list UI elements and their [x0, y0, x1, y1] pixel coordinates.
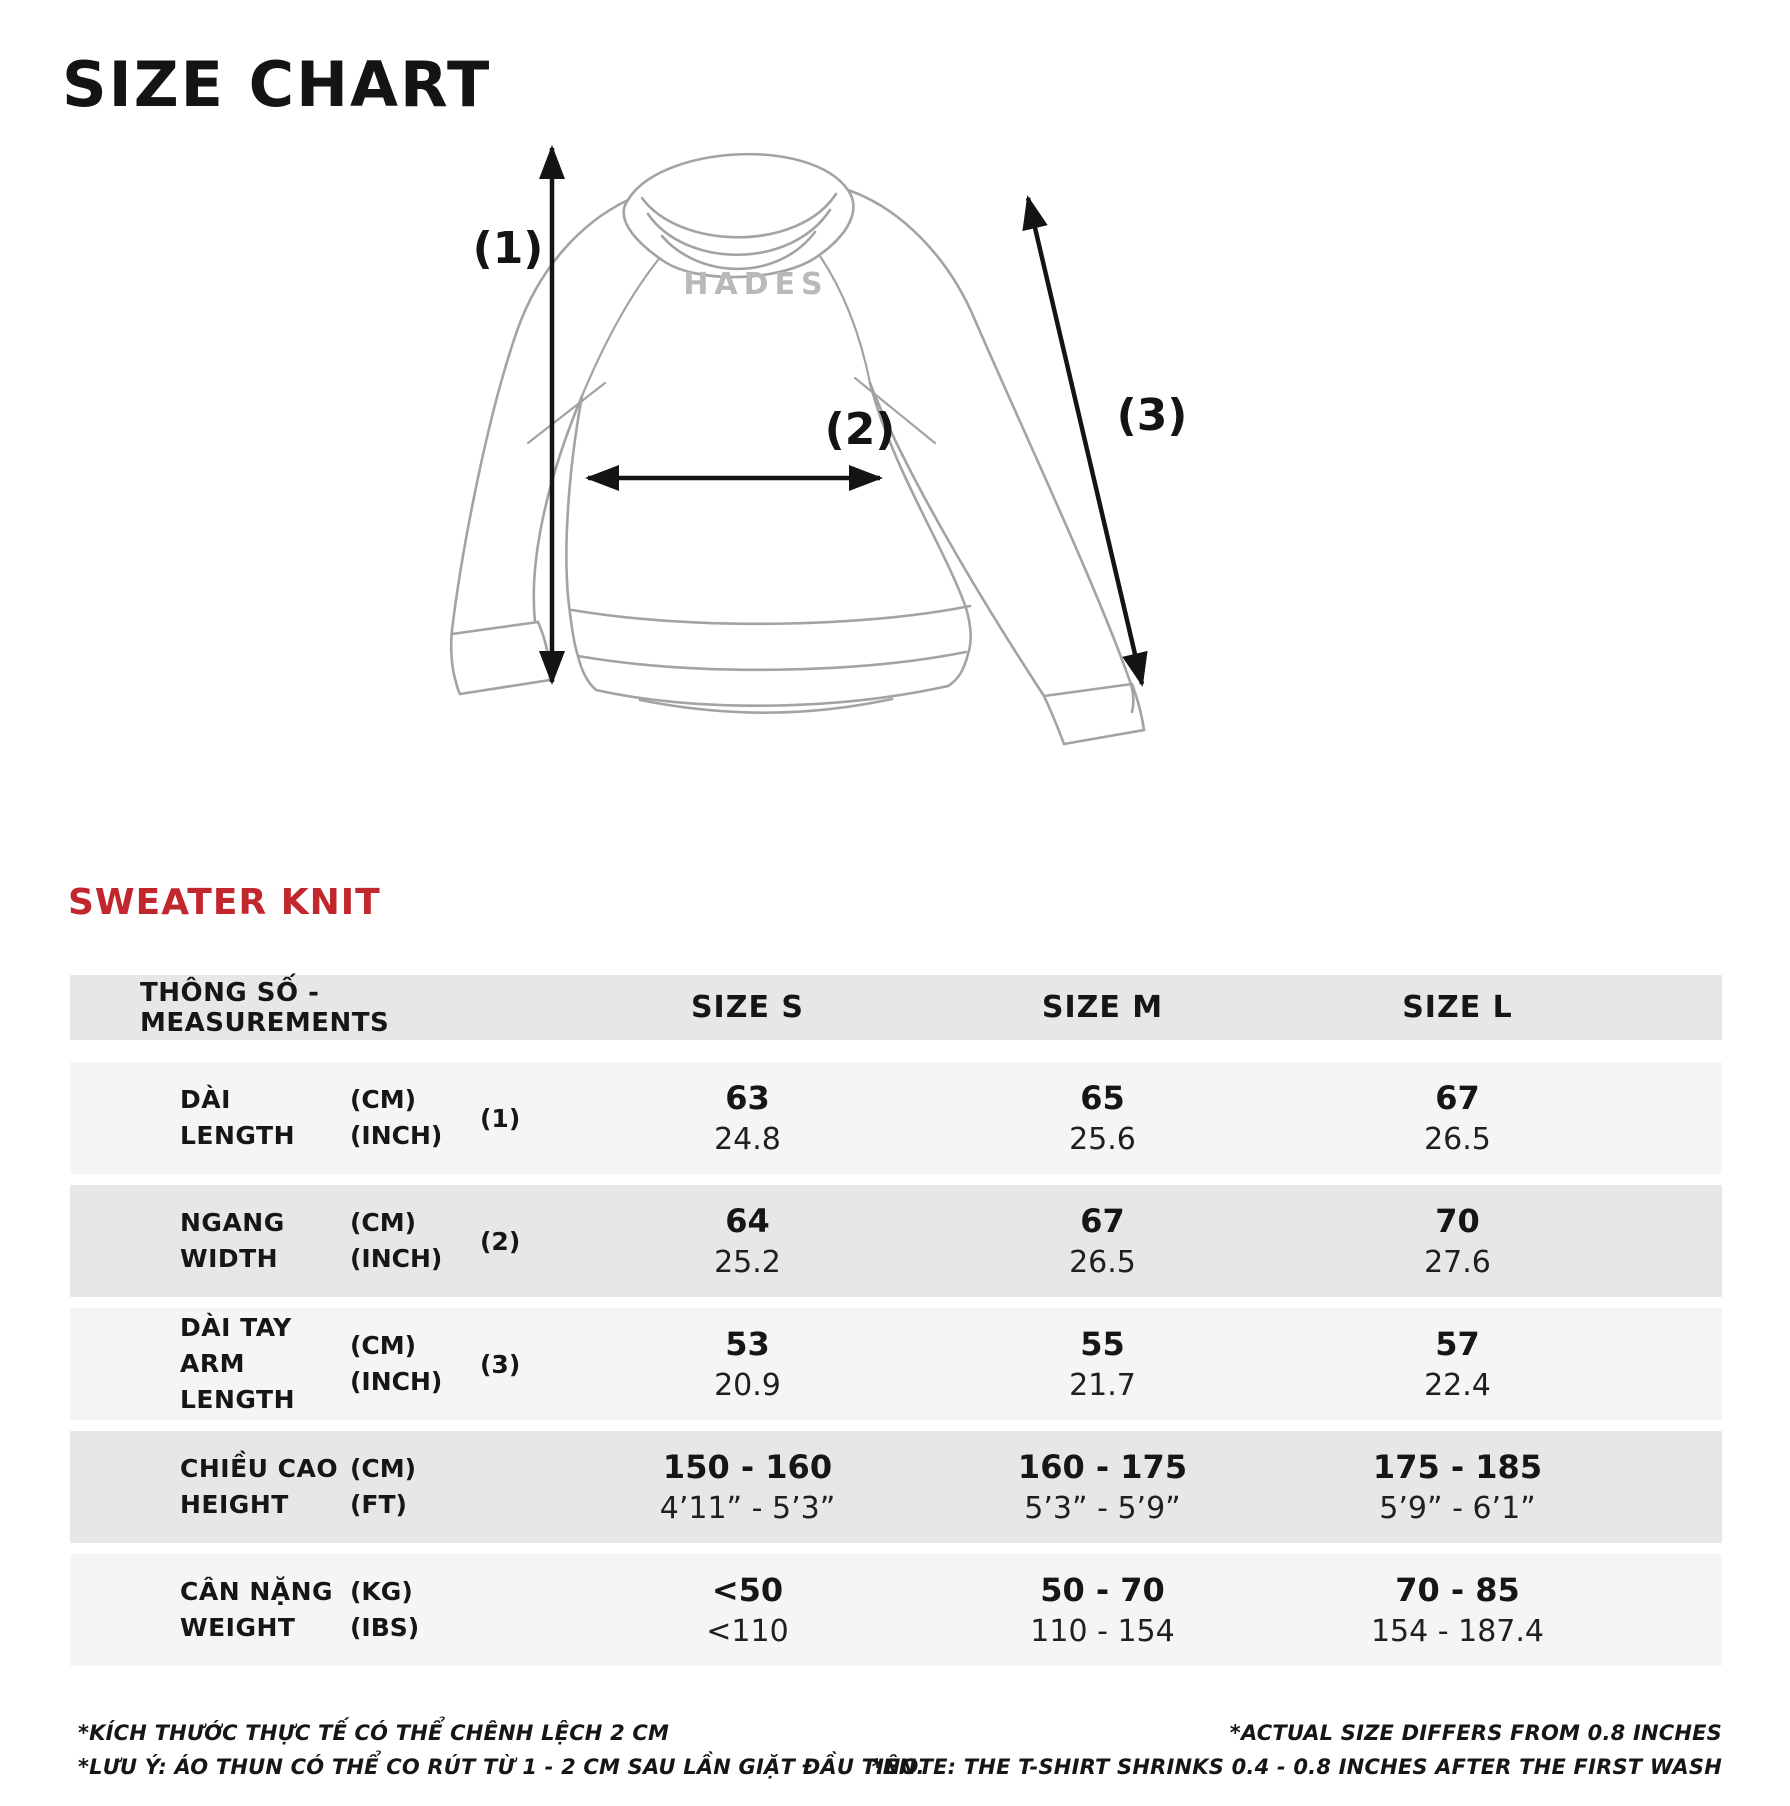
- value-cm: 53: [725, 1325, 770, 1363]
- row-unit-secondary: (IBS): [350, 1613, 420, 1642]
- table-row-height: [70, 1431, 1722, 1543]
- value-cm: 67: [1080, 1202, 1125, 1240]
- value-lbs: 110 - 154: [1030, 1614, 1175, 1649]
- length-arrow-label: (1): [472, 223, 544, 274]
- header-measurements: THÔNG SỐ - MEASUREMENTS: [140, 977, 390, 1038]
- value-inch: 26.5: [1069, 1245, 1136, 1280]
- value-inch: 22.4: [1424, 1368, 1491, 1403]
- row-name-vi: NGANG: [180, 1207, 285, 1237]
- size-table: [70, 975, 1722, 1677]
- value-kg: 70 - 85: [1395, 1571, 1520, 1609]
- width-arrow-label: (2): [824, 404, 896, 455]
- value-cm: 67: [1435, 1079, 1480, 1117]
- cell-size-m: [925, 1325, 1280, 1403]
- row-name-vi: DÀI: [180, 1084, 231, 1114]
- cell-size-l: [1280, 1448, 1635, 1526]
- row-unit-secondary: (FT): [350, 1490, 407, 1519]
- arm-length-arrow-label: (3): [1116, 390, 1188, 441]
- cell-size-m: [925, 1202, 1280, 1280]
- cell-size-s: [570, 1448, 925, 1526]
- row-name-en: WEIGHT: [180, 1613, 296, 1642]
- row-ref: (2): [480, 1226, 521, 1256]
- value-lbs: <110: [706, 1614, 789, 1649]
- row-unit-primary: (CM): [350, 1084, 417, 1114]
- value-cm: 57: [1435, 1325, 1480, 1363]
- value-inch: 24.8: [714, 1122, 781, 1157]
- table-row-weight: [70, 1554, 1722, 1666]
- row-ref: (3): [480, 1349, 521, 1379]
- row-name-en: ARM LENGTH: [180, 1348, 295, 1415]
- footnote-line: *ACTUAL SIZE DIFFERS FROM 0.8 INCHES: [1229, 1721, 1722, 1745]
- table-row-length: [70, 1062, 1722, 1174]
- value-inch: 25.6: [1069, 1122, 1136, 1157]
- row-unit-secondary: (INCH): [350, 1121, 443, 1150]
- value-cm: 63: [725, 1079, 770, 1117]
- value-cm: 55: [1080, 1325, 1125, 1363]
- table-row-arm-length: [70, 1308, 1722, 1420]
- row-unit-primary: (KG): [350, 1576, 413, 1606]
- value-inch: 25.2: [714, 1245, 781, 1280]
- page-title: SIZE CHART: [62, 48, 492, 121]
- brand-logo-text: HADES: [683, 267, 829, 302]
- cell-size-l: [1280, 1202, 1635, 1280]
- header-size-l: SIZE L: [1402, 990, 1513, 1025]
- cell-size-s: [570, 1202, 925, 1280]
- value-ft: 5’9” - 6’1”: [1379, 1491, 1536, 1526]
- footnote-line: *KÍCH THƯỚC THỰC TẾ CÓ THỂ CHÊNH LỆCH 2 CM: [78, 1721, 670, 1745]
- row-ref: (1): [480, 1103, 521, 1133]
- value-kg: 50 - 70: [1040, 1571, 1165, 1609]
- value-ft: 4’11” - 5’3”: [659, 1491, 836, 1526]
- row-unit-secondary: (INCH): [350, 1367, 443, 1396]
- row-name-vi: CÂN NẶNG: [180, 1576, 334, 1606]
- value-cm: 64: [725, 1202, 770, 1240]
- product-name: SWEATER KNIT: [68, 882, 381, 923]
- arm-length-arrow: [1028, 198, 1142, 684]
- value-lbs: 154 - 187.4: [1370, 1614, 1545, 1649]
- cell-size-l: [1280, 1571, 1635, 1649]
- footnotes-vietnamese: [78, 1716, 925, 1784]
- value-kg: <50: [711, 1571, 784, 1609]
- cell-size-l: [1280, 1079, 1635, 1157]
- value-cm: 175 - 185: [1372, 1448, 1543, 1486]
- cell-size-m: [925, 1079, 1280, 1157]
- footnote-line: *LƯU Ý: ÁO THUN CÓ THỂ CO RÚT TỪ 1 - 2 CM SAU LẦN GIẶT ĐẦU TIÊN.: [78, 1755, 925, 1779]
- row-unit-primary: (CM): [350, 1453, 417, 1483]
- table-row-width: [70, 1185, 1722, 1297]
- cell-size-s: [570, 1325, 925, 1403]
- cell-size-m: [925, 1448, 1280, 1526]
- value-cm: 70: [1435, 1202, 1480, 1240]
- row-unit-primary: (CM): [350, 1330, 417, 1360]
- sweater-diagram: [400, 128, 1280, 788]
- row-unit-primary: (CM): [350, 1207, 417, 1237]
- value-cm: 65: [1080, 1079, 1125, 1117]
- value-cm: 150 - 160: [662, 1448, 833, 1486]
- cell-size-s: [570, 1079, 925, 1157]
- cell-size-s: [570, 1571, 925, 1649]
- footnote-line: *NOTE: THE T-SHIRT SHRINKS 0.4 - 0.8 INCHES AFTER THE FIRST WASH: [871, 1755, 1722, 1779]
- value-inch: 21.7: [1069, 1368, 1136, 1403]
- row-name-en: HEIGHT: [180, 1490, 289, 1519]
- row-name-vi: CHIỀU CAO: [180, 1453, 339, 1483]
- value-cm: 160 - 175: [1017, 1448, 1188, 1486]
- cell-size-m: [925, 1571, 1280, 1649]
- row-name-en: LENGTH: [180, 1121, 295, 1150]
- row-name-vi: DÀI TAY: [180, 1312, 292, 1342]
- header-size-m: SIZE M: [1041, 990, 1164, 1025]
- cell-size-l: [1280, 1325, 1635, 1403]
- value-ft: 5’3” - 5’9”: [1024, 1491, 1181, 1526]
- header-size-s: SIZE S: [690, 990, 805, 1025]
- value-inch: 27.6: [1424, 1245, 1491, 1280]
- value-inch: 20.9: [714, 1368, 781, 1403]
- table-header-row: [70, 975, 1722, 1040]
- value-inch: 26.5: [1424, 1122, 1491, 1157]
- row-unit-secondary: (INCH): [350, 1244, 443, 1273]
- row-name-en: WIDTH: [180, 1244, 279, 1273]
- footnotes-english: [872, 1716, 1722, 1784]
